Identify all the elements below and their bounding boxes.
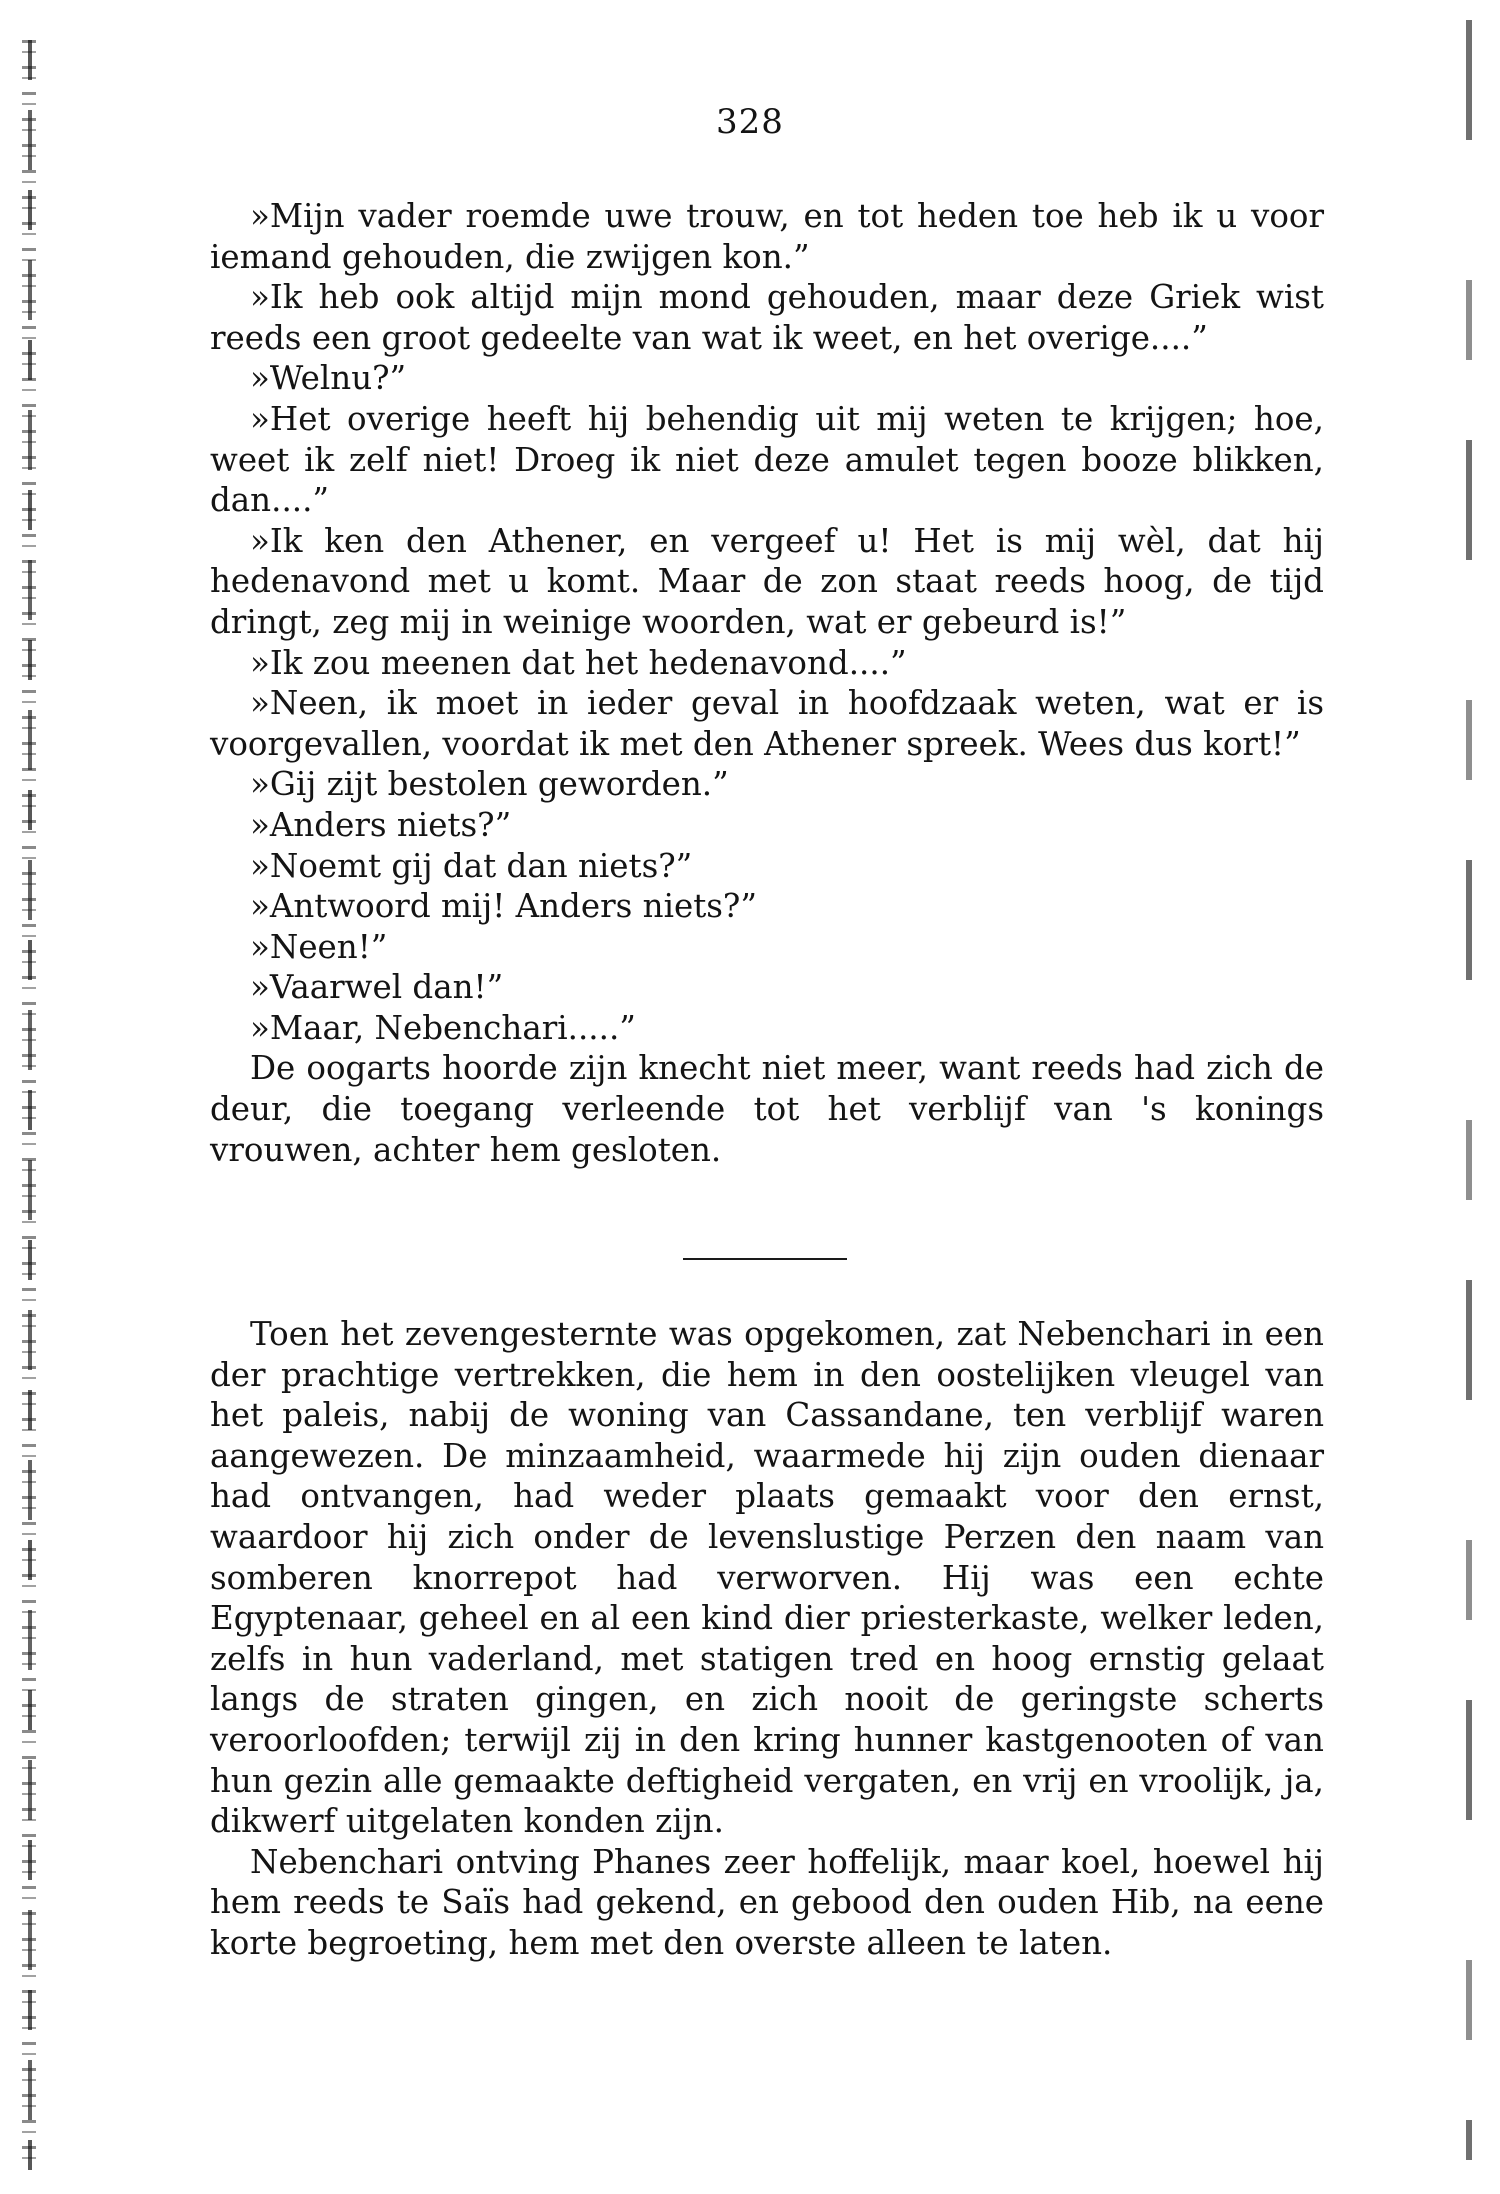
dialogue-paragraph: »Ik zou meenen dat het hedenavond....” (250, 643, 907, 682)
dialogue-paragraph: »Neen!” (250, 927, 388, 966)
dialogue-paragraph: »Antwoord mij! Anders niets?” (250, 887, 757, 926)
closing-paragraph: De oogarts hoorde zijn knecht niet meer, want reeds had zich de deur, die toegang verleende tot het verblijf van 's konings vrouwen, achter hem gesloten. (210, 1049, 1324, 1169)
section-divider (683, 1258, 847, 1260)
dialogue-paragraph: »Anders niets?” (250, 805, 512, 844)
dialogue-paragraph: »Neen, ik moet in ieder geval in hoofdzaak weten, wat er is voorgevallen, voordat ik met den Athener spreek. Wees dus kort!” (210, 684, 1324, 763)
dialogue-paragraph: »Maar, Nebenchari.....” (250, 1008, 636, 1047)
narrative-paragraph: Nebenchari ontving Phanes zeer hoffelijk, maar koel, hoewel hij hem reeds te Saïs had gekend, en gebood den ouden Hib, na eene korte begroeting, hem met den overste alleen te laten. (210, 1842, 1324, 1962)
narrative-section (210, 1314, 1324, 1964)
dialogue-paragraph: »Gij zijt bestolen geworden.” (250, 765, 729, 804)
dialogue-section (210, 196, 1324, 1170)
scan-edge-binding-left (28, 40, 32, 2170)
dialogue-paragraph: »Noemt gij dat dan niets?” (250, 846, 693, 885)
dialogue-paragraph: »Het overige heeft hij behendig uit mij weten te krijgen; hoe, weet ik zelf niet! Droeg ik niet deze amulet tegen booze blikken, dan....” (210, 399, 1324, 520)
dialogue-paragraph: »Ik heb ook altijd mijn mond gehouden, maar deze Griek wist reeds een groot gedeelte van wat ik weet, en het overige....” (210, 278, 1324, 357)
dialogue-paragraph: »Ik ken den Athener, en vergeef u! Het is mij wèl, dat hij hedenavond met u komt. Maar de zon staat reeds hoog, de tijd dringt, zeg mij in weinige woorden, wat er gebeurd is!” (210, 521, 1324, 641)
dialogue-paragraph: »Mijn vader roemde uwe trouw, en tot heden toe heb ik u voor iemand gehouden, die zwijgen kon.” (210, 197, 1324, 276)
page-number: 328 (716, 102, 784, 142)
dialogue-paragraph: »Welnu?” (250, 359, 407, 398)
scan-edge-shadow-right (1466, 20, 1472, 2160)
narrative-paragraph: Toen het zevengesternte was opgekomen, zat Nebenchari in een der prachtige vertrekken, die hem in den oostelijken vleugel van het paleis, nabij de woning van Cassandane, ten verblijf waren aangewezen. De minzaamheid, waarmede hij zijn ouden dienaar had ontvangen, had weder plaats gemaakt voor den ernst, waardoor hij zich onder de levenslustige Perzen den naam van somberen knorrepot had verworven. Hij was een echte Egyptenaar, geheel en al een kind dier priesterkaste, welker leden, zelfs in hun vaderland, met statigen tred en hoog ernstig gelaat langs de straten gingen, en zich nooit de geringste scherts veroorloofden; terwijl zij in den kring hunner kastgenooten of van hun gezin alle gemaakte deftigheid vergaten, en vrij en vroolijk, ja, dikwerf uitgelaten konden zijn. (210, 1315, 1324, 1841)
dialogue-paragraph: »Vaarwel dan!” (250, 968, 504, 1007)
